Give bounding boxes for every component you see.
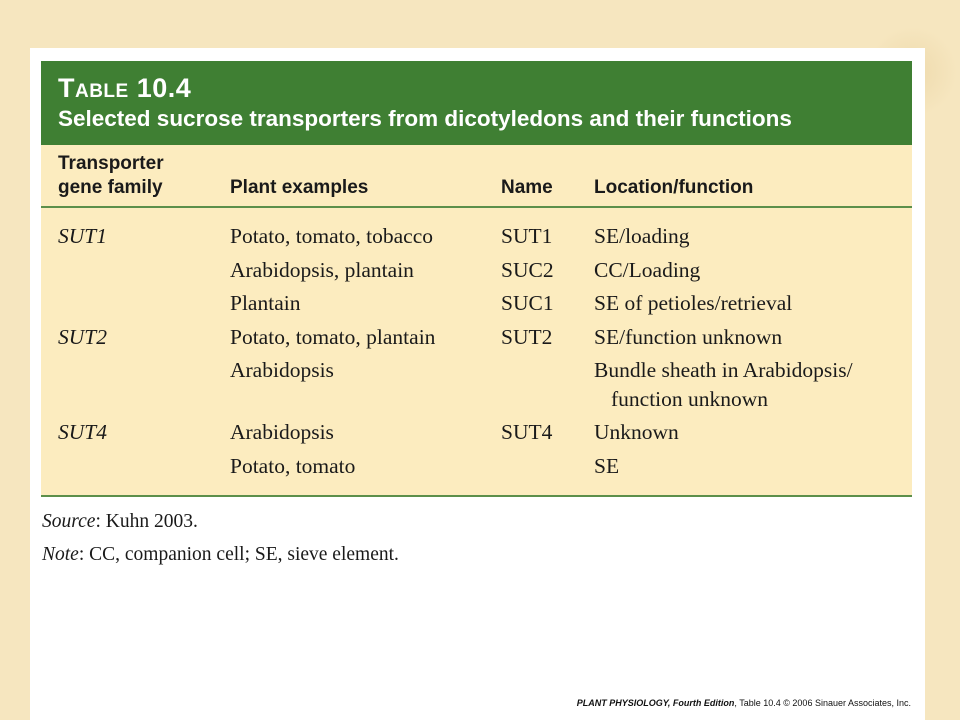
table-row (41, 420, 912, 454)
cell-plant-examples: Potato, tomato (230, 453, 356, 478)
header-name: Name (501, 177, 553, 198)
abbreviation-note (42, 543, 399, 566)
table-row (41, 224, 912, 258)
source-label: Source (42, 511, 96, 532)
cell-name: SUC2 (501, 257, 554, 282)
table-row (41, 358, 912, 420)
cell-plant-examples: Potato, tomato, tobacco (230, 224, 434, 248)
cell-gene-family: SUT2 (58, 324, 107, 349)
cell-name: SUT4 (501, 420, 553, 444)
cell-location-line2: function unknown (611, 387, 769, 411)
cell-location-function: Unknown (594, 420, 679, 444)
header-gene-family-line1: Transporter (58, 153, 164, 174)
cell-location-function (594, 358, 853, 411)
table-subtitle: Selected sucrose transporters from dicotyledons and their functions (58, 106, 792, 131)
cell-plant-examples: Arabidopsis (230, 358, 334, 382)
cell-plant-examples: Potato, tomato, plantain (230, 324, 436, 349)
cell-plant-examples: Plantain (230, 291, 301, 315)
source-text: : Kuhn 2003. (95, 511, 198, 532)
header-plant-examples: Plant examples (230, 177, 369, 198)
cell-name: SUT2 (501, 324, 553, 349)
table-title: Table 10.4 (58, 73, 192, 103)
header-gene-family-line2: gene family (58, 177, 163, 198)
cell-gene-family: SUT1 (58, 224, 107, 248)
cell-plant-examples: Arabidopsis, plantain (230, 257, 414, 282)
cell-name: SUC1 (501, 291, 554, 315)
cell-name: SUT1 (501, 224, 553, 248)
table-rows (41, 224, 912, 487)
cell-location-function: SE (594, 453, 620, 478)
table-row (41, 258, 912, 292)
copyright-credit (577, 698, 911, 708)
credit-book: PLANT PHYSIOLOGY, Fourth Edition (576, 698, 735, 708)
table-bottom-rule (41, 495, 912, 497)
note-label: Note (42, 544, 79, 565)
cell-gene-family: SUT4 (58, 420, 107, 444)
table-header-row (41, 145, 912, 208)
credit-rest: , Table 10.4 © 2006 Sinauer Associates, Inc. (734, 698, 911, 708)
table-row (41, 291, 912, 325)
header-location-function: Location/function (594, 177, 754, 198)
table-row (41, 454, 912, 488)
cell-location-function: CC/Loading (594, 257, 701, 282)
cell-location-function: SE/function unknown (594, 324, 783, 349)
cell-location-function: SE of petioles/retrieval (594, 291, 793, 315)
table-notes (42, 510, 399, 576)
source-note (42, 510, 399, 533)
table-row (41, 325, 912, 359)
slide-sheet (30, 48, 925, 720)
table-body (41, 145, 912, 495)
note-text: : CC, companion cell; SE, sieve element. (78, 544, 399, 565)
cell-location-line1: Bundle sheath in Arabidopsis/ (594, 358, 853, 382)
cell-plant-examples: Arabidopsis (230, 420, 334, 444)
cell-location-function: SE/loading (594, 224, 690, 248)
header-gene-family (58, 152, 218, 200)
table-title-bar (41, 61, 912, 145)
